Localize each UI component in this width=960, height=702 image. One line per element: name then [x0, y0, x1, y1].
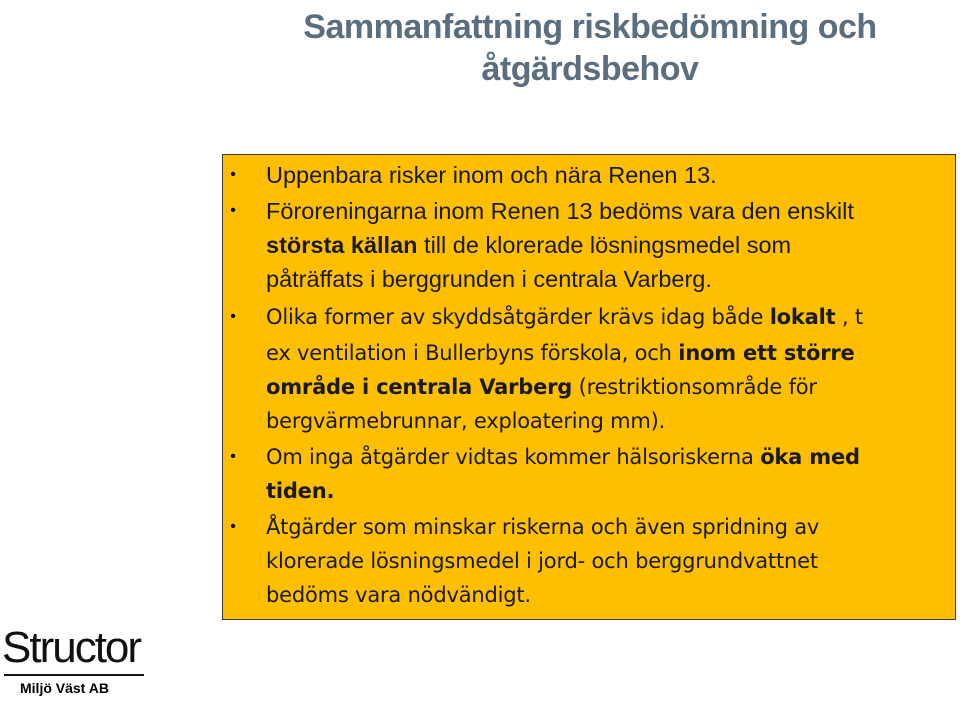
text-run: Föroreningarna inom Renen 13 bedöms vara den enskilt: [266, 198, 854, 224]
bullet-5-line-2: [266, 546, 818, 576]
logo-underline: [4, 674, 144, 676]
bullet-4-line-2: [266, 476, 334, 506]
bullet-3-line-2: [266, 338, 855, 368]
text-run: till de klorerade lösningsmedel som: [417, 232, 792, 258]
bullet-3-line-3: [266, 372, 817, 402]
bullet-2-line-3: [266, 264, 712, 294]
text-run: bedöms vara nödvändigt.: [266, 583, 531, 607]
text-run: ex ventilation i Bullerbyns förskola, och: [266, 341, 679, 365]
bullet-1-line-1: [266, 160, 717, 190]
text-run: Åtgärder som minskar riskerna och även spridning av: [266, 515, 820, 539]
text-run: Om inga åtgärder vidtas kommer hälsoriskerna: [266, 445, 761, 469]
bullet-dot: •: [230, 166, 236, 183]
slide-title: [220, 6, 960, 90]
text-run: klorerade lösningsmedel i jord- och berggrundvattnet: [266, 549, 818, 573]
slide-title-line-2: åtgärdsbehov: [481, 50, 699, 88]
bullet-3-line-4: [266, 406, 665, 436]
company-logo: [0, 624, 150, 696]
text-run: , t: [835, 305, 863, 329]
bold-text: största källan: [266, 232, 418, 258]
logo-subtitle: Miljö Väst AB: [20, 680, 109, 696]
bullet-4-line-1: [266, 442, 860, 472]
bullet-dot: •: [230, 448, 236, 465]
text-run: (restriktionsområde för: [572, 375, 817, 399]
bullet-5-line-3: [266, 580, 531, 610]
bullet-dot: •: [230, 202, 236, 219]
text-run: bergvärmebrunnar, exploatering mm).: [266, 409, 666, 433]
text-run: Olika former av skyddsåtgärder krävs idag både: [266, 305, 770, 329]
bold-text: öka med: [760, 445, 860, 469]
bold-text: område i centrala Varberg: [266, 375, 573, 399]
text-run: påträffats i berggrunden i centrala Varberg.: [266, 266, 712, 292]
bold-text: tiden.: [266, 479, 335, 503]
bullet-dot: •: [230, 518, 236, 535]
bullet-dot: •: [230, 308, 236, 325]
logo-wordmark: Structor: [2, 623, 141, 672]
bullet-3-line-1: [266, 302, 863, 332]
text-run: Uppenbara risker inom och nära Renen 13.: [266, 162, 717, 188]
slide-title-line-1: Sammanfattning riskbedömning och: [303, 8, 877, 46]
bullet-2-line-1: [266, 196, 854, 226]
bullet-2-line-2: [266, 230, 791, 260]
bullet-5-line-1: [266, 512, 819, 542]
bold-text: lokalt: [769, 305, 836, 329]
bold-text: inom ett större: [678, 341, 855, 365]
